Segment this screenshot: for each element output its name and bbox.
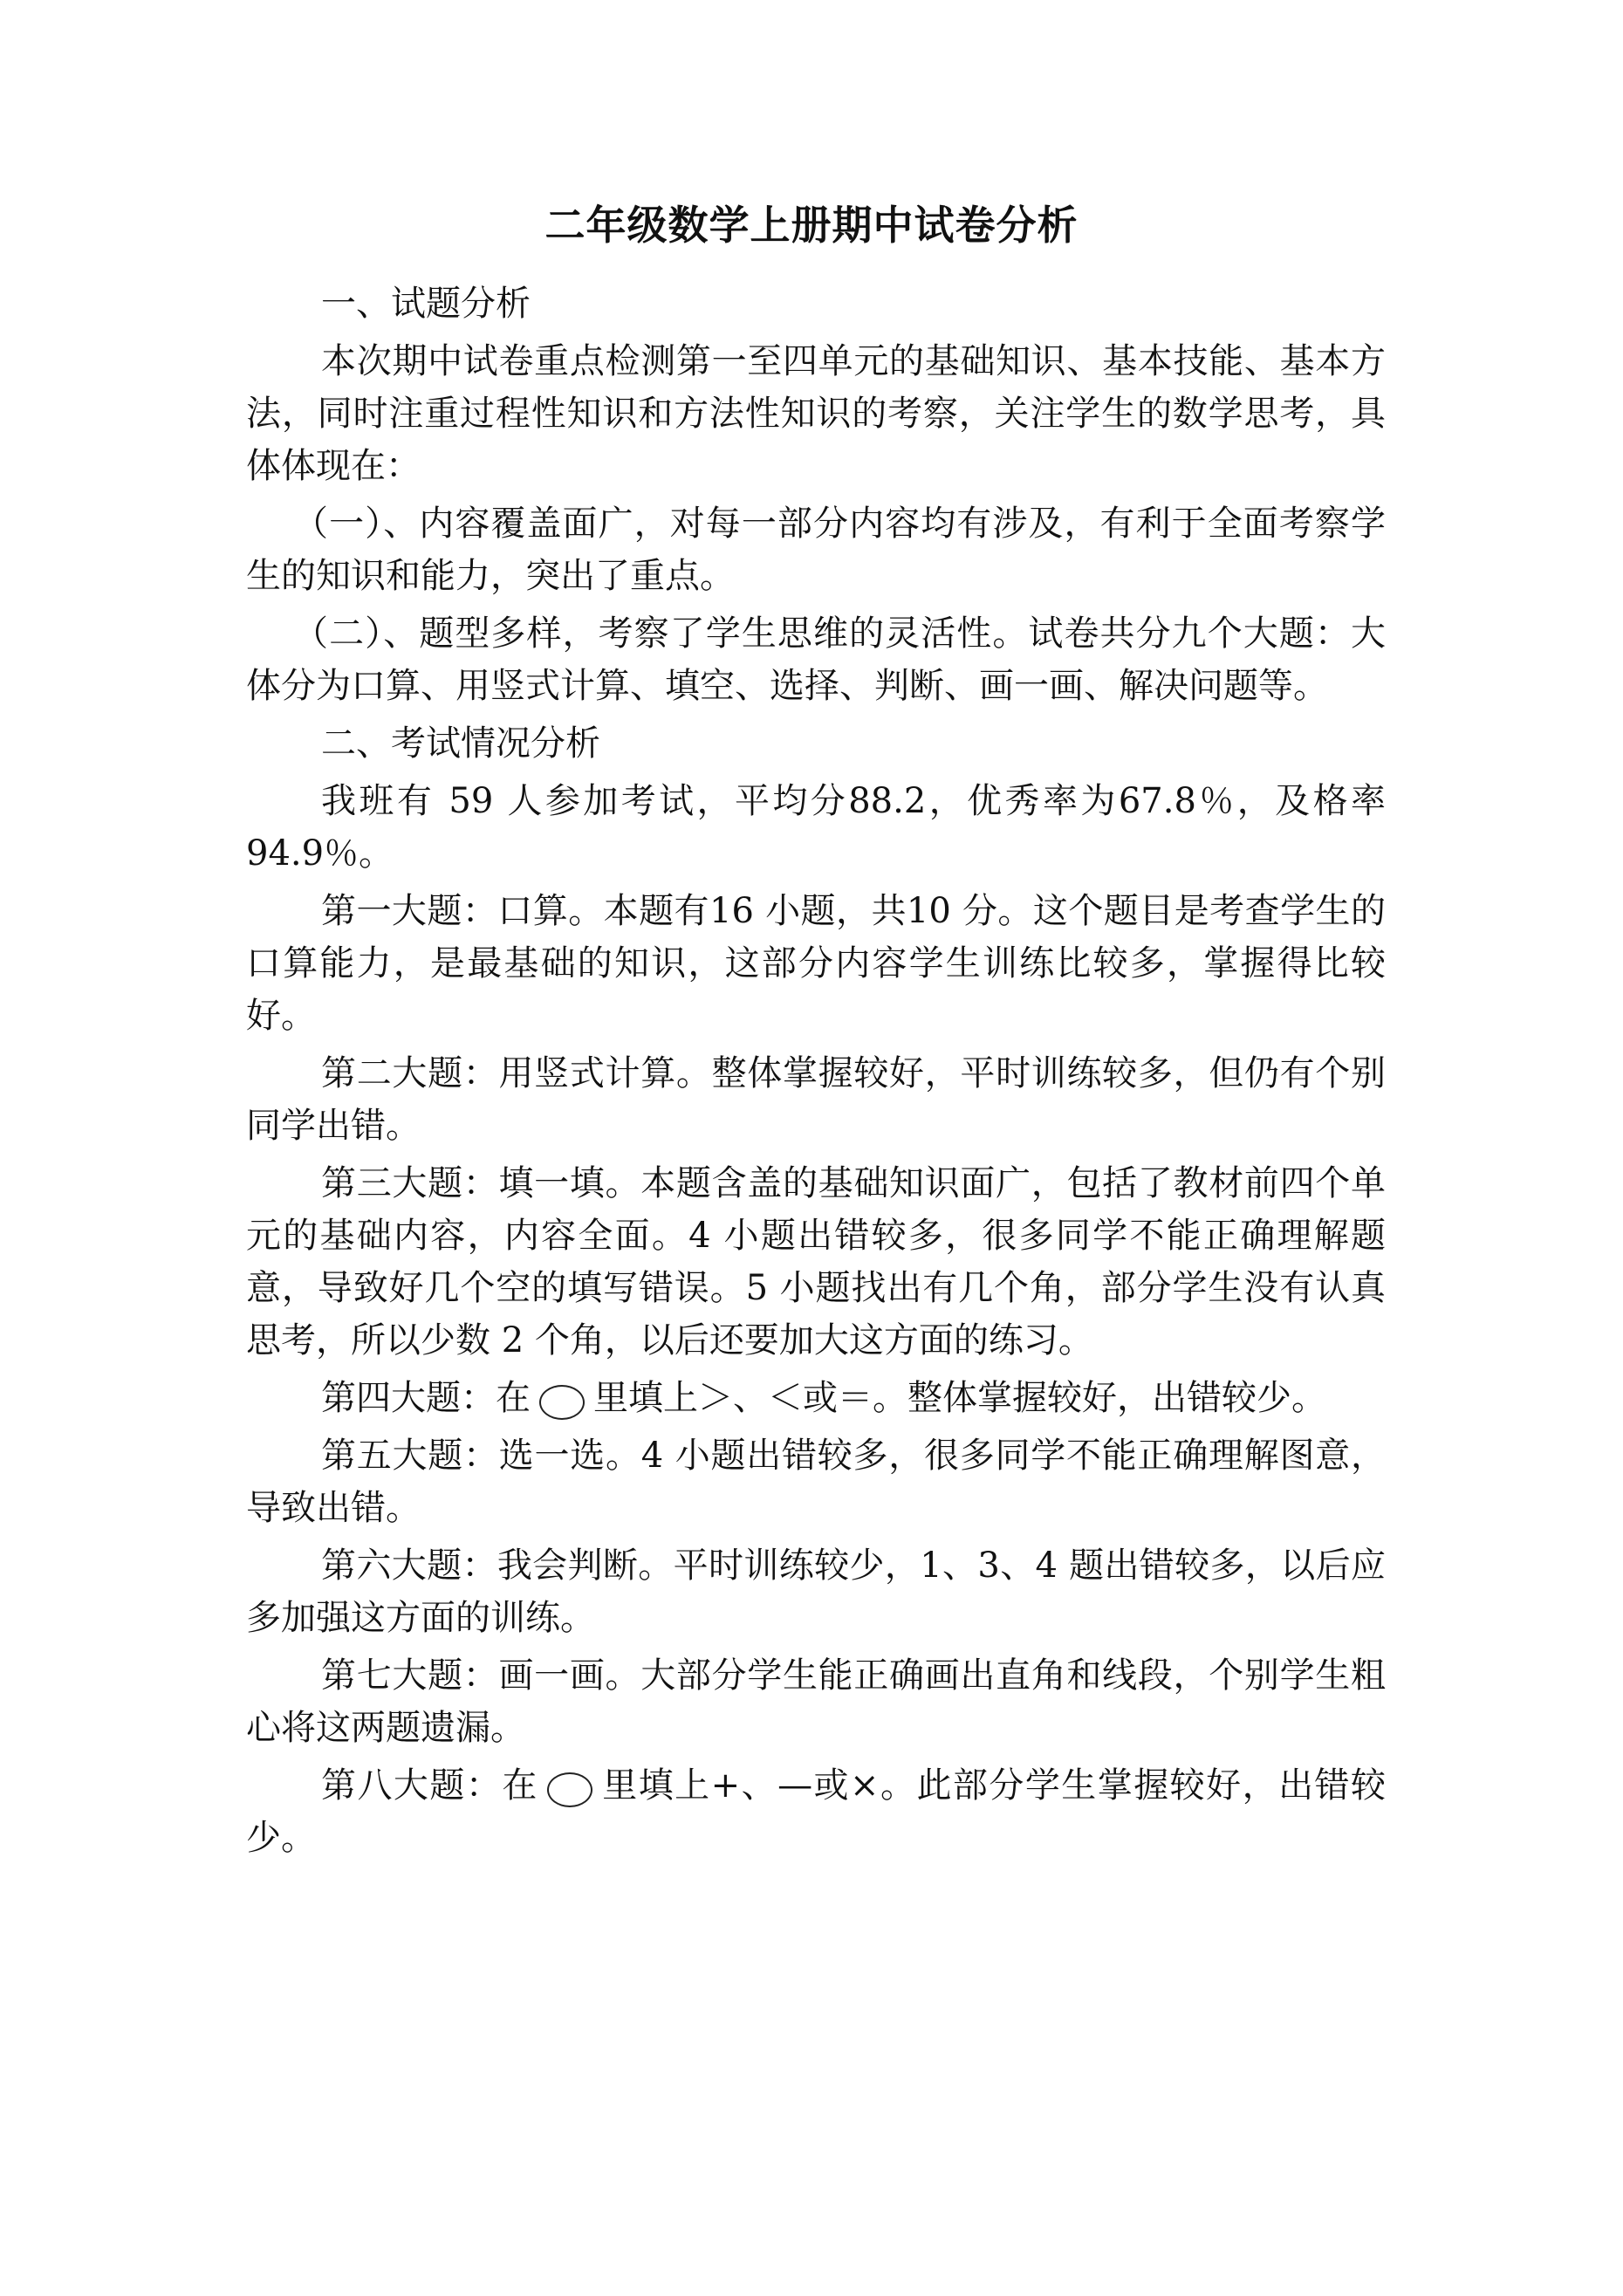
paragraph-question-3: 第三大题：填一填。本题含盖的基础知识面广，包括了教材前四个单元的基础内容，内容全面。4 小题出错较多，很多同学不能正确理解题意，导致好几个空的填写错误。5 小题找出有几个角，部分学生没有认真思考，所以少数 2 个角，以后还要加大这方面的练习。: [246, 1163, 1386, 1360]
q8-text-after: 里填上+、—或×。此部分学生掌握较好，出错较少。: [246, 1765, 1387, 1858]
section-heading-1: 一、试题分析: [321, 284, 531, 324]
paragraph-point-1: （一）、内容覆盖面广，对每一部分内容均有涉及，有利于全面考察学生的知识和能力，突出了重点。: [246, 504, 1386, 596]
q4-text-after: 里填上＞、＜或＝。整体掌握较好，出错较少。: [593, 1378, 1326, 1418]
paragraph-point-2: （二）、题型多样，考察了学生思维的灵活性。试卷共分九个大题：大体分为口算、用竖式计算、填空、选择、判断、画一画、解决问题等。: [246, 613, 1386, 706]
q4-text-before: 第四大题：在: [321, 1378, 531, 1418]
paragraph-question-1: 第一大题：口算。本题有16 小题，共10 分。这个题目是考查学生的口算能力，是最基础的知识，这部分内容学生训练比较多，掌握得比较好。: [246, 891, 1386, 1036]
paragraph-question-7: 第七大题：画一画。大部分学生能正确画出直角和线段，个别学生粗心将这两题遗漏。: [246, 1655, 1386, 1748]
q8-text-before: 第八大题：在: [321, 1765, 538, 1806]
paragraph-overview: 本次期中试卷重点检测第一至四单元的基础知识、基本技能、基本方法，同时注重过程性知识和方法性知识的考察，关注学生的数学思考，具体体现在：: [246, 341, 1386, 486]
paragraph-question-8: [246, 1759, 1386, 1864]
paragraph-question-2: 第二大题：用竖式计算。整体掌握较好，平时训练较多，但仍有个别同学出错。: [246, 1053, 1386, 1146]
circle-blank-icon: [539, 1385, 585, 1420]
circle-blank-icon: [547, 1772, 592, 1807]
paragraph-question-5: 第五大题：选一选。4 小题出错较多，很多同学不能正确理解图意，导致出错。: [246, 1436, 1386, 1528]
document-body: [246, 278, 1386, 1869]
paragraph-question-4: [246, 1372, 1386, 1424]
paragraph-statistics: 我班有 59 人参加考试，平均分88.2，优秀率为67.8％，及格率94.9％。: [246, 781, 1386, 874]
paragraph-question-6: 第六大题：我会判断。平时训练较少，1、3、4 题出错较多，以后应多加强这方面的训练。: [246, 1546, 1386, 1638]
document-title: 二年级数学上册期中试卷分析: [544, 202, 1079, 249]
section-heading-2: 二、考试情况分析: [321, 723, 600, 764]
